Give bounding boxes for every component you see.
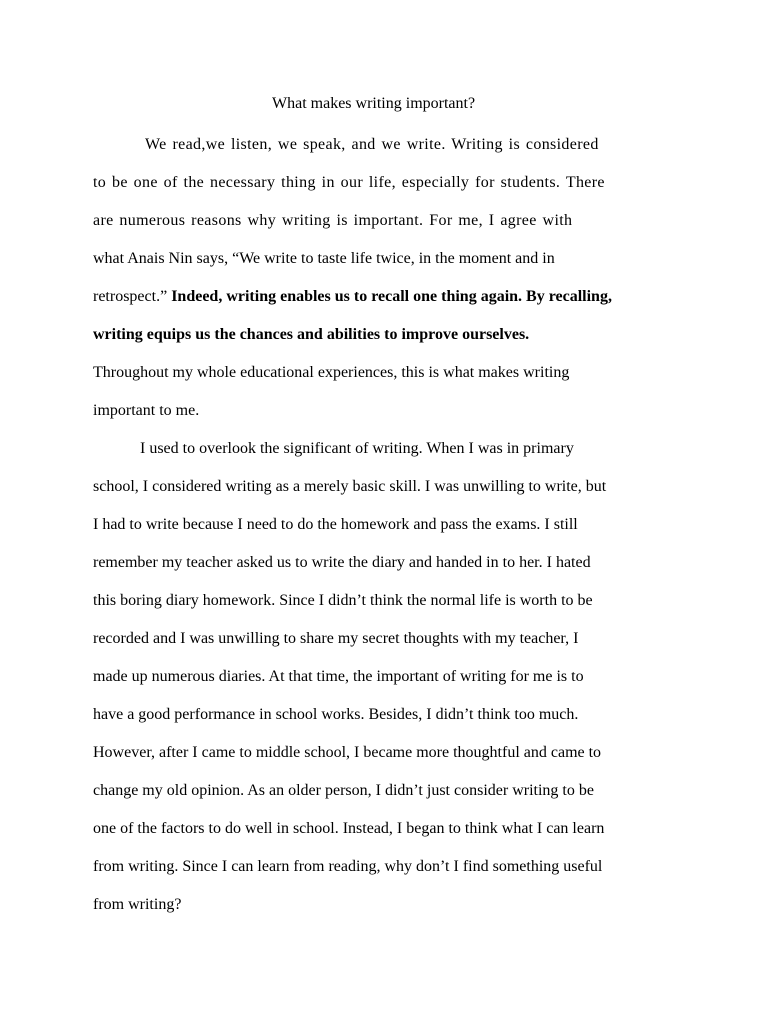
text-run: what Anais Nin says, “We write to taste life twice, in the moment and in	[93, 250, 555, 267]
text-line-8	[93, 401, 199, 421]
text-run: from writing?	[93, 896, 182, 913]
text-run: important to me.	[93, 402, 200, 419]
text-run: to be one of the necessary thing in our life, especially for students. There	[93, 174, 605, 191]
document-title: What makes writing important?	[272, 95, 476, 112]
text-line-4	[93, 249, 555, 269]
text-run: I used to overlook the significant of writing. When I was in primary	[140, 440, 574, 457]
text-line-14	[93, 629, 578, 649]
text-line-20	[93, 857, 602, 877]
text-run: remember my teacher asked us to write the diary and handed in to her. I hated	[93, 554, 591, 571]
text-line-18	[93, 781, 594, 801]
text-run: Throughout my whole educational experiences, this is what makes writing	[93, 364, 570, 381]
text-run: We read,we listen, we speak, and we write. Writing is considered	[145, 136, 599, 153]
text-line-10	[93, 477, 606, 497]
bold-text-run: Indeed, writing enables us to recall one thing again. By recalling,	[171, 288, 612, 305]
text-run: are numerous reasons why writing is important. For me, I agree with	[93, 212, 573, 229]
text-line-15	[93, 667, 584, 687]
text-line-11	[93, 515, 578, 535]
text-run: made up numerous diaries. At that time, the important of writing for me is to	[93, 668, 584, 685]
text-run: retrospect.”	[93, 288, 172, 305]
text-run: have a good performance in school works. Besides, I didn’t think too much.	[93, 706, 579, 723]
text-run: change my old opinion. As an older person, I didn’t just consider writing to be	[93, 782, 594, 799]
text-run: However, after I came to middle school, I became more thoughtful and came to	[93, 744, 602, 761]
text-run: one of the factors to do well in school. Instead, I began to think what I can learn	[93, 820, 605, 837]
text-line-1	[145, 135, 599, 155]
text-line-13	[93, 591, 593, 611]
text-line-12	[93, 553, 591, 573]
text-run: I had to write because I need to do the homework and pass the exams. I still	[93, 516, 578, 533]
text-line-17	[93, 743, 601, 763]
bold-text-run: writing equips us the chances and abilities to improve ourselves.	[93, 326, 530, 343]
text-run: from writing. Since I can learn from reading, why don’t I find something useful	[93, 858, 603, 875]
text-line-5	[93, 287, 612, 307]
text-run: recorded and I was unwilling to share my secret thoughts with my teacher, I	[93, 630, 579, 647]
text-line-21	[93, 895, 181, 915]
text-line-3	[93, 211, 572, 231]
text-line-6	[93, 325, 529, 345]
text-line-2	[93, 173, 605, 193]
text-line-7	[93, 363, 569, 383]
text-run: school, I considered writing as a merely basic skill. I was unwilling to write, but	[93, 478, 607, 495]
text-line-9	[140, 439, 574, 459]
text-run: this boring diary homework. Since I didn’t think the normal life is worth to be	[93, 592, 593, 609]
text-line-16	[93, 705, 578, 725]
text-line-19	[93, 819, 604, 839]
